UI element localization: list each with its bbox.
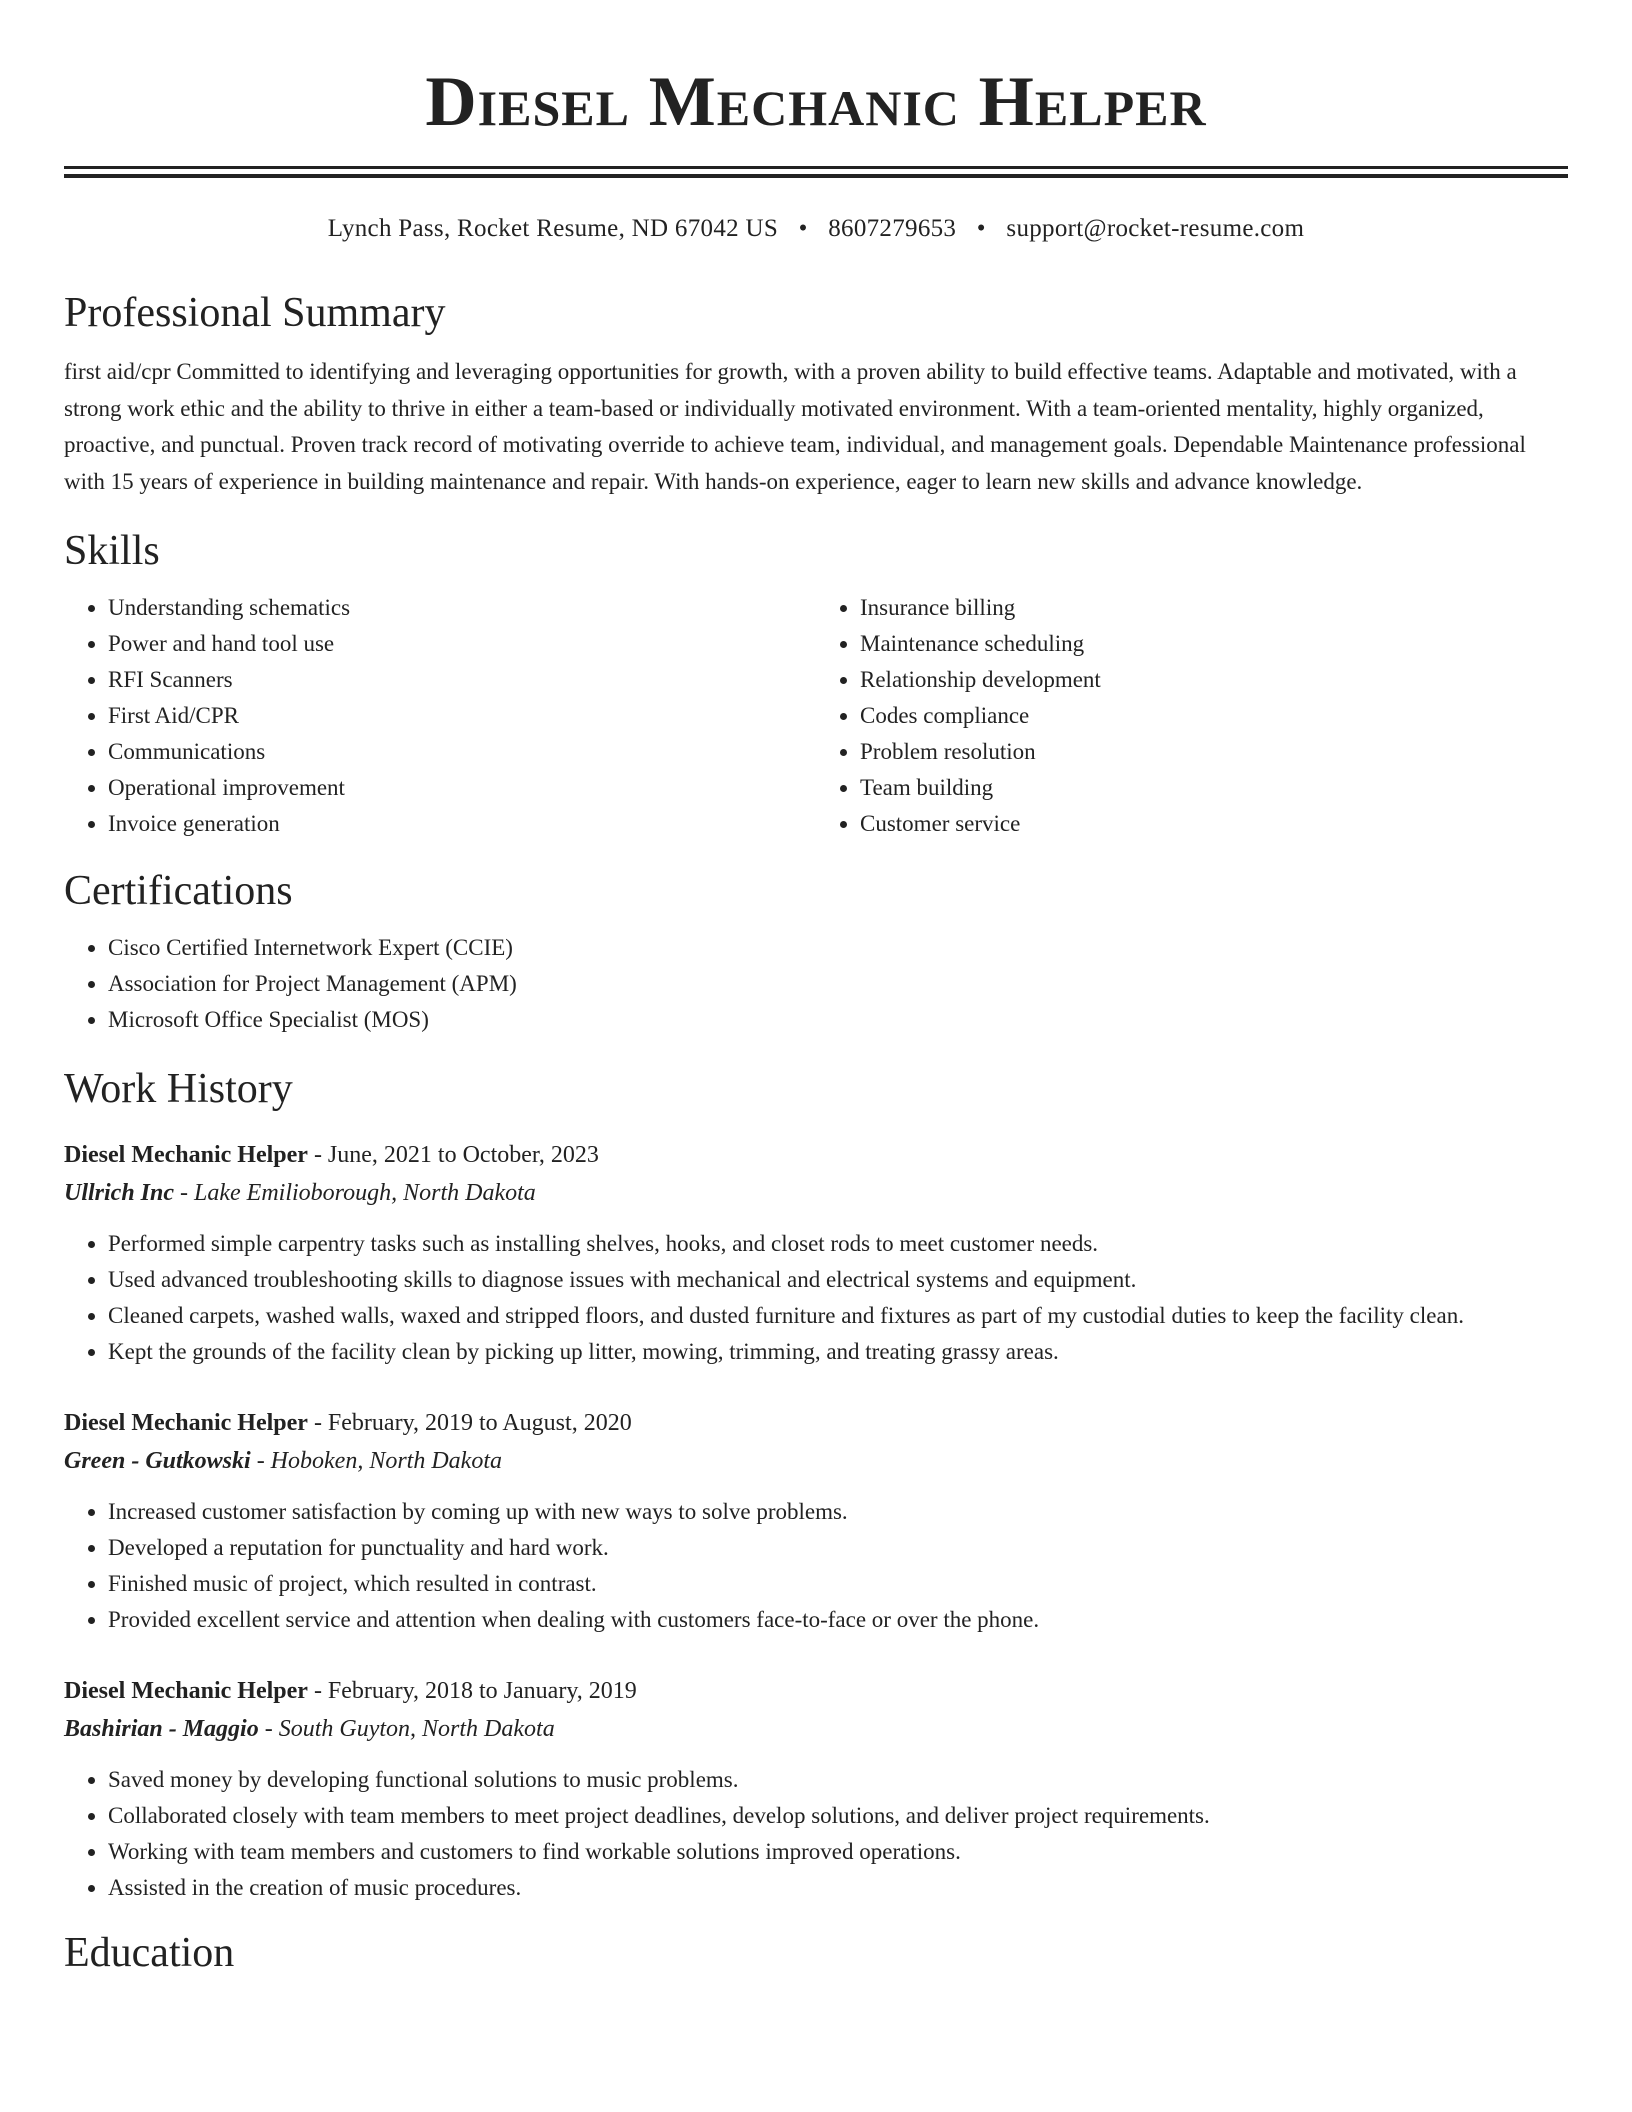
job-bullet: • Finished music of project, which resulted in contrast. [108,1566,1568,1602]
job-title: Diesel Mechanic Helper [64,1410,308,1436]
education-section [64,1928,1568,1978]
job-title-line [64,1136,1568,1174]
education-heading: Education [64,1930,235,1976]
work-history-section [64,1064,1568,1906]
job-bullet: • Increased customer satisfaction by coming up with new ways to solve problems. [108,1494,1568,1530]
job-bullet: • Used advanced troubleshooting skills to diagnose issues with mechanical and electrical systems and equipment. [108,1262,1568,1298]
job-location: - Lake Emilioborough, North Dakota [174,1180,536,1206]
job-employer-line [64,1710,1568,1748]
certifications-section [64,866,1568,1038]
skill-item: • RFI Scanners [108,662,816,698]
job-dates: - June, 2021 to October, 2023 [307,1142,599,1168]
resume-title: Diesel Mechanic Helper [425,63,1207,141]
title-divider [64,166,1568,178]
skill-item: • Operational improvement [108,770,816,806]
job-bullet: • Performed simple carpentry tasks such as installing shelves, hooks, and closet rods to meet customer needs. [108,1226,1568,1262]
skills-list-right [816,590,1568,842]
certification-item: • Association for Project Management (APM) [108,966,1568,1002]
job-bullet: • Kept the grounds of the facility clean by picking up litter, mowing, trimming, and treating grassy areas. [108,1334,1568,1370]
certifications-list [64,930,1568,1038]
summary-text: first aid/cpr Committed to identifying and leveraging opportunities for growth, with a proven ability to build effective teams. Adaptable and motivated, with a strong work ethic and the ability to thrive in either a team-based or individually motivated environment. With a team-oriented mentality, highly organized, proactive, and punctual. Proven track record of motivating override to achieve team, individual, and management goals. Dependable Maintenance professional with 15 years of experience in building maintenance and repair. With hands-on experience, eager to learn new skills and advance knowledge. [64,359,1526,494]
job-company: Bashirian - Maggio [64,1716,259,1742]
skill-item: • Codes compliance [860,698,1568,734]
job-bullets [64,1226,1568,1370]
job-entry [64,1404,1568,1638]
certifications-heading: Certifications [64,868,293,914]
job-bullets [64,1762,1568,1906]
job-title: Diesel Mechanic Helper [64,1678,308,1704]
job-bullet: • Developed a reputation for punctuality and hard work. [108,1530,1568,1566]
job-company: Green - Gutkowski [64,1448,251,1474]
job-bullet: • Saved money by developing functional solutions to music problems. [108,1762,1568,1798]
skill-item: • Power and hand tool use [108,626,816,662]
job-employer-line [64,1442,1568,1480]
contact-address: Lynch Pass, Rocket Resume, ND 67042 US [327,215,779,242]
skill-item: • Insurance billing [860,590,1568,626]
skill-item: • Communications [108,734,816,770]
job-employer-line [64,1174,1568,1212]
contact-separator: • [798,215,808,242]
skill-item: • Team building [860,770,1568,806]
certification-item: • Cisco Certified Internetwork Expert (CCIE) [108,930,1568,966]
skills-list-left [64,590,816,842]
contact-phone: 8607279653 [828,215,957,242]
job-company: Ullrich Inc [64,1180,175,1206]
job-location: - South Guyton, North Dakota [258,1716,555,1742]
job-title-line [64,1404,1568,1442]
certification-item: • Microsoft Office Specialist (MOS) [108,1002,1568,1038]
skill-item: • Customer service [860,806,1568,842]
skill-item: • First Aid/CPR [108,698,816,734]
job-title-line [64,1672,1568,1710]
job-bullet: • Cleaned carpets, washed walls, waxed and stripped floors, and dusted furniture and fixtures as part of my custodial duties to keep the facility clean. [108,1298,1568,1334]
job-bullet: • Assisted in the creation of music procedures. [108,1870,1568,1906]
summary-heading: Professional Summary [64,290,446,336]
contact-line [64,214,1568,244]
skill-item: • Maintenance scheduling [860,626,1568,662]
job-entry [64,1672,1568,1906]
job-bullet: • Provided excellent service and attention when dealing with customers face-to-face or over the phone. [108,1602,1568,1638]
skills-heading: Skills [64,528,160,574]
job-bullet: • Working with team members and customers to find workable solutions improved operations. [108,1834,1568,1870]
skills-grid [64,590,1568,842]
skill-item: • Invoice generation [108,806,816,842]
work-history-heading: Work History [64,1066,293,1112]
contact-separator: • [976,215,986,242]
skill-item: • Understanding schematics [108,590,816,626]
job-dates: - February, 2019 to August, 2020 [307,1410,632,1436]
job-dates: - February, 2018 to January, 2019 [307,1678,637,1704]
job-bullet: • Collaborated closely with team members to meet project deadlines, develop solutions, and deliver project requirements. [108,1798,1568,1834]
job-title: Diesel Mechanic Helper [64,1142,308,1168]
summary-section [64,288,1568,500]
job-entry [64,1136,1568,1370]
skill-item: • Relationship development [860,662,1568,698]
contact-email: support@rocket-resume.com [1006,215,1305,242]
job-location: - Hoboken, North Dakota [250,1448,502,1474]
skills-section [64,526,1568,842]
job-bullets [64,1494,1568,1638]
skill-item: • Problem resolution [860,734,1568,770]
